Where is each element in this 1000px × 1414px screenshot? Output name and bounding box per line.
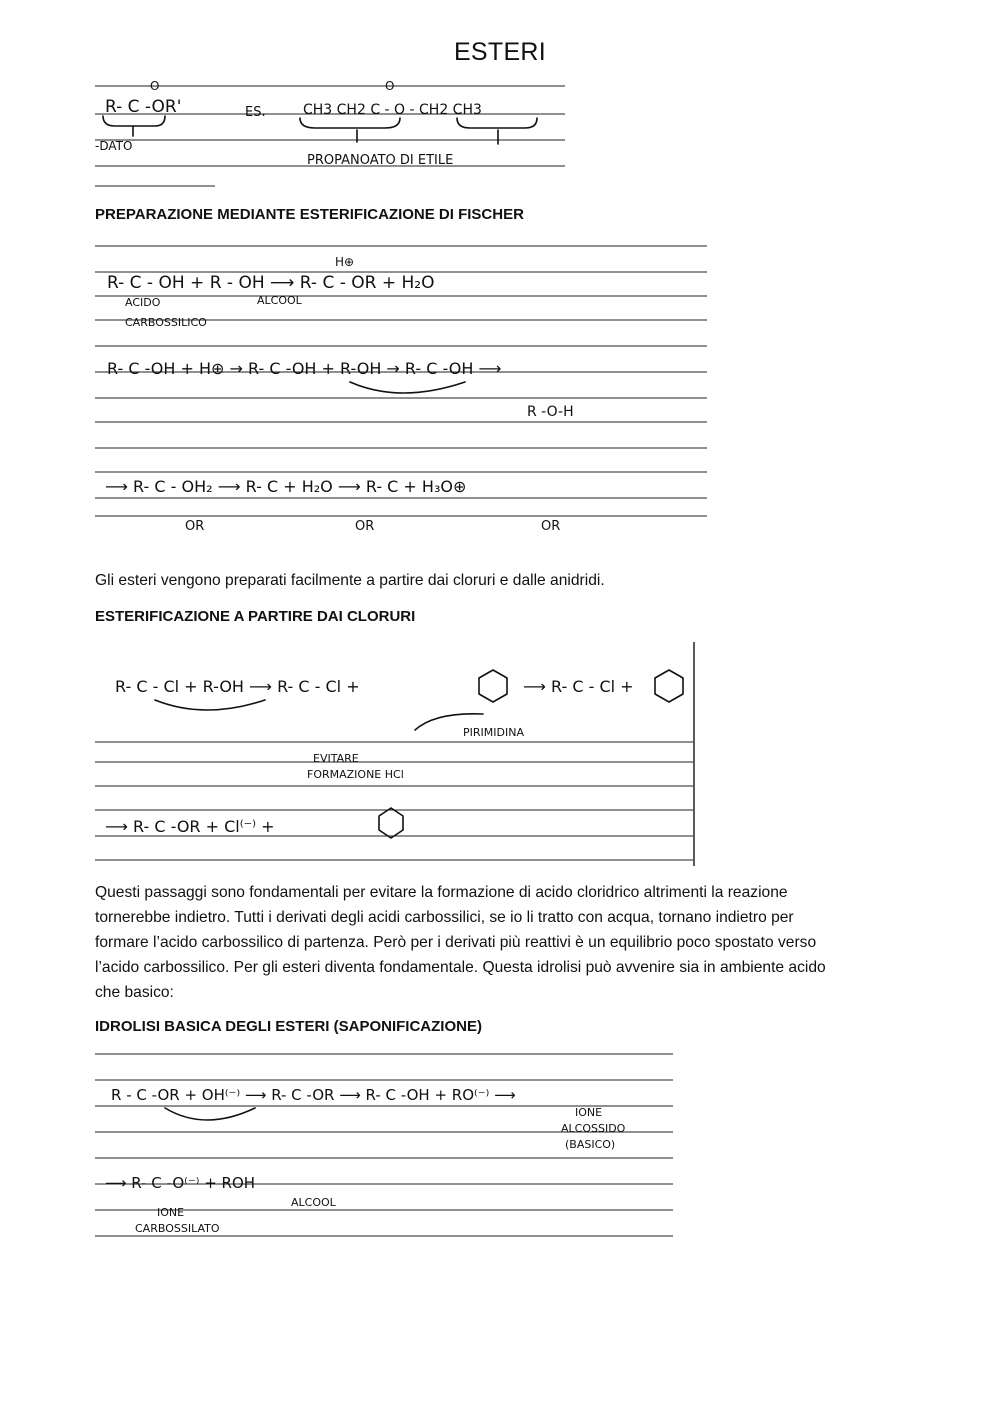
or-label-1: OR xyxy=(185,519,205,534)
label-alcool: ALCOOL xyxy=(291,1196,336,1209)
example-label: ES. xyxy=(245,105,266,120)
saponification-sketch xyxy=(95,1052,673,1242)
label-basico: (BASICO) xyxy=(565,1138,616,1151)
paragraph-intro: Gli esteri vengono preparati facilmente a partire dai cloruri e dalle anidridi. xyxy=(95,572,605,589)
oxygen-label: O xyxy=(150,79,160,93)
fischer-line1: R- C - OH + R - OH ⟶ R- C - OR + H₂O xyxy=(107,273,435,293)
saponification-line1: R - C -OR + OH⁽⁻⁾ ⟶ R- C -OR ⟶ R- C -OH + RO⁽⁻⁾ ⟶ xyxy=(111,1086,516,1104)
catalyst-label: H⊕ xyxy=(335,255,355,269)
label-alcohol: ALCOOL xyxy=(257,294,302,307)
or-label-2: OR xyxy=(355,519,375,534)
oxygen-label-example: O xyxy=(385,79,395,93)
fischer-mechanism-sketch xyxy=(95,244,707,544)
chloride-line2: ⟶ R- C -OR + Cl⁽⁻⁾ + xyxy=(105,817,275,836)
or-label-3: OR xyxy=(541,519,561,534)
saponification-line2: ⟶ R- C -O⁽⁻⁾ + ROH xyxy=(105,1174,256,1192)
label-acid-2: CARBOSSILICO xyxy=(125,316,207,329)
fischer-line2-aux: R -O-H xyxy=(527,404,574,420)
label-acid: ACIDO xyxy=(125,296,161,309)
paragraph-line: che basico: xyxy=(95,984,174,1001)
fischer-line3: ⟶ R- C - OH₂ ⟶ R- C + H₂O ⟶ R- C + H₃O⊕ xyxy=(105,477,467,496)
paragraph-line: Questi passaggi sono fondamentali per evitare la formazione di acido cloridrico altrimenti la reazione xyxy=(95,884,788,901)
ester-formula-sketch xyxy=(95,78,565,190)
note-hcl: FORMAZIONE HCl xyxy=(307,768,404,781)
label-carbossilato: CARBOSSILATO xyxy=(135,1222,220,1235)
label-ione: IONE xyxy=(575,1106,603,1119)
paragraph-line: tornerebbe indietro. Tutti i derivati degli acidi carbossilici, se io li tratto con acqua, tornano indietro per xyxy=(95,909,794,926)
paragraph-explanation xyxy=(95,880,895,1005)
pyridine-label: PIRIMIDINA xyxy=(463,726,524,739)
example-name: PROPANOATO DI ETILE xyxy=(307,153,454,168)
chloride-mechanism-sketch xyxy=(95,642,697,866)
fischer-line2: R- C -OH + H⊕ → R- C -OH + R-OH → R- C -OH ⟶ xyxy=(107,359,502,378)
suffix-label: -DATO xyxy=(95,139,133,153)
chloride-line1-right: ⟶ R- C - Cl + xyxy=(523,677,634,696)
note-avoid: EVITARE xyxy=(313,752,359,765)
general-ester-formula: R- C -OR' xyxy=(105,97,182,117)
paragraph-line: l’acido carbossilico. Per gli esteri diventa fondamentale. Questa idrolisi può avvenire sia in ambiente acido xyxy=(95,959,826,976)
page-title: ESTERI xyxy=(453,38,547,66)
heading-saponification: IDROLISI BASICA DEGLI ESTERI (SAPONIFICAZIONE) xyxy=(95,1018,482,1035)
heading-cloruri: ESTERIFICAZIONE A PARTIRE DAI CLORURI xyxy=(95,608,416,625)
paragraph-line: formare l’acido carbossilico di partenza. Però per i derivati più reattivi è un equilibrio poco spostato verso xyxy=(95,934,817,951)
label-alcossido: ALCOSSIDO xyxy=(561,1122,626,1135)
chloride-line1: R- C - Cl + R-OH ⟶ R- C - Cl + xyxy=(115,677,360,696)
heading-fischer: PREPARAZIONE MEDIANTE ESTERIFICAZIONE DI FISCHER xyxy=(95,206,524,223)
example-formula: CH3 CH2 C - O - CH2 CH3 xyxy=(303,102,482,118)
label-ione-2: IONE xyxy=(157,1206,185,1219)
